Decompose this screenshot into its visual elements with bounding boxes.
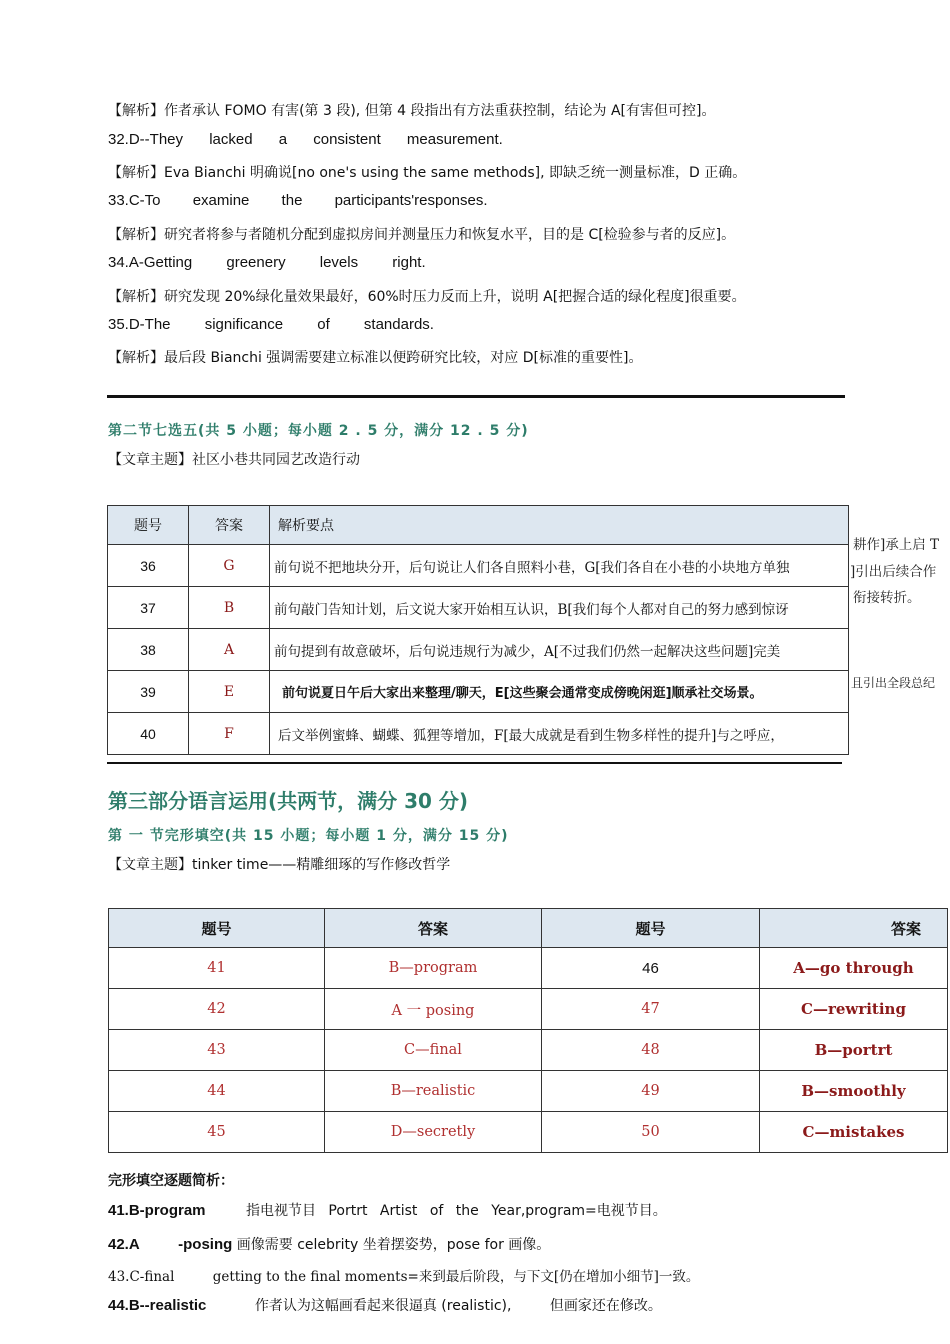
section2-heading: 第二节七选五(共 5 小题；每小题 2 . 5 分，满分 12 . 5 分): [108, 423, 529, 439]
cell-number: 49: [542, 1071, 760, 1112]
answer-table-section2: [107, 505, 849, 755]
row-answer: F: [189, 713, 270, 755]
analysis-35: 【解析】最后段 Bianchi 强调需要建立标准以便跨研究比较，对应 D[标准的重要性]。: [108, 350, 643, 366]
row-answer: A: [189, 629, 270, 671]
table-row: [109, 989, 948, 1030]
cell-number: 46: [542, 948, 760, 989]
cell-answer: D—secretly: [325, 1112, 542, 1153]
brief-41-label: 41.B-program: [108, 1202, 206, 1219]
row-answer: G: [189, 545, 270, 587]
row-number: 37: [108, 587, 189, 629]
col-header-answer: 答案: [189, 506, 270, 545]
section2-theme: 【文章主题】社区小巷共同园艺改造行动: [108, 452, 360, 468]
analysis-34: 【解析】研究发现 20%绿化量效果最好，60%时压力反而上升，说明 A[把握合适的绿化程度]很重要。: [108, 289, 746, 305]
row-answer: E: [189, 671, 270, 713]
row-explanation: 前句说不把地块分开，后句说让人们各自照料小巷，G[我们各自在小巷的小块地方单独: [270, 545, 849, 587]
table-row: [108, 713, 849, 755]
table-row: [109, 948, 948, 989]
brief-43-label: 43.C-final: [108, 1269, 175, 1285]
cell-number: 47: [542, 989, 760, 1030]
cell-answer: C—rewriting: [760, 989, 948, 1030]
part3-subheading: 第 一 节完形填空(共 15 小题；每小题 1 分，满分 15 分): [108, 828, 509, 844]
table-row: [108, 629, 849, 671]
brief-41: [108, 1200, 667, 1220]
col-header-answer: 答案: [325, 909, 542, 948]
cell-answer: B—realistic: [325, 1071, 542, 1112]
cell-answer: B—program: [325, 948, 542, 989]
brief-43-text: getting to the final moments=来到最后阶段，与下文[仍在增加小细节]一致。: [212, 1269, 700, 1285]
table-row: [109, 1112, 948, 1153]
part3-theme: 【文章主题】tinker time——精雕细琢的写作修改哲学: [108, 857, 451, 873]
cell-number: 48: [542, 1030, 760, 1071]
brief-42: [108, 1234, 550, 1254]
analysis-31: 【解析】作者承认 FOMO 有害(第 3 段), 但第 4 段指出有方法重获控制，结论为 A[有害但可控]。: [108, 103, 716, 119]
row-number: 40: [108, 713, 189, 755]
brief-44: [108, 1295, 662, 1315]
overflow-text-1: 耕作]承上启 T: [853, 537, 940, 553]
cell-answer: C—mistakes: [760, 1112, 948, 1153]
row-explanation: 前句敲门告知计划，后文说大家开始相互认识，B[我们每个人都对自己的努力感到惊讶: [270, 587, 849, 629]
question-34: 34.A-Getting greenery levels right.: [108, 254, 426, 271]
cell-number: 45: [109, 1112, 325, 1153]
table-row: [108, 545, 849, 587]
brief-43: [108, 1265, 699, 1285]
table-row: [109, 1071, 948, 1112]
answer-table-cloze: [108, 908, 948, 1153]
row-number: 38: [108, 629, 189, 671]
cell-number: 43: [109, 1030, 325, 1071]
row-explanation: 前句说夏日午后大家出来整理/聊天，E[这些聚会通常变成傍晚闲逛]顺承社交场景。: [270, 671, 849, 713]
cell-answer: A—go through: [760, 948, 948, 989]
divider-1: [107, 395, 845, 398]
cell-number: 44: [109, 1071, 325, 1112]
brief-44-text: 作者认为这幅画看起来很逼真 (realistic),: [254, 1298, 512, 1314]
question-35: 35.D-The significance of standards.: [108, 316, 434, 333]
analysis-33: 【解析】研究者将参与者随机分配到虚拟房间并测量压力和恢复水平，目的是 C[检验参与者的反应]。: [108, 227, 736, 243]
table-row: [109, 1030, 948, 1071]
col-header-number: 题号: [108, 506, 189, 545]
cell-answer: A 一 posing: [325, 989, 542, 1030]
cell-number: 41: [109, 948, 325, 989]
table-row: [108, 587, 849, 629]
cell-answer: B—portrt: [760, 1030, 948, 1071]
col-header-number: 题号: [109, 909, 325, 948]
row-explanation: 前句提到有故意破坏，后句说违规行为减少，A[不过我们仍然一起解决这些问题]完美: [270, 629, 849, 671]
overflow-text-2: ]引出后续合作: [850, 564, 937, 580]
brief-44-text-2: 但画家还在修改。: [549, 1298, 662, 1314]
question-32: 32.D--They lacked a consistent measurement.: [108, 131, 503, 148]
cell-number: 42: [109, 989, 325, 1030]
cell-answer: B—smoothly: [760, 1071, 948, 1112]
divider-2: [107, 762, 842, 764]
col-header-number: 题号: [542, 909, 760, 948]
row-explanation: 后文举例蜜蜂、蝴蝶、狐狸等增加，F[最大成就是看到生物多样性的提升]与之呼应，: [270, 713, 849, 755]
analysis-32: 【解析】Eva Bianchi 明确说[no one's using the same methods], 即缺乏统一测量标准，D 正确。: [108, 165, 747, 181]
row-number: 36: [108, 545, 189, 587]
cell-number: 50: [542, 1112, 760, 1153]
overflow-text-3: 衔接转折。: [853, 590, 921, 606]
col-header-explanation: 解析要点: [270, 506, 849, 545]
brief-44-label: 44.B--realistic: [108, 1297, 207, 1314]
brief-42-label: 42.A: [108, 1236, 140, 1253]
row-number: 39: [108, 671, 189, 713]
brief-title: 完形填空逐题简析：: [108, 1173, 234, 1189]
brief-42-text: 画像需要 celebrity 坐着摆姿势，pose for 画像。: [236, 1237, 551, 1253]
overflow-text-4: 且引出全段总纪: [851, 676, 936, 690]
col-header-answer: 答案: [760, 909, 948, 948]
cell-answer: C—final: [325, 1030, 542, 1071]
part3-heading: 第三部分语言运用(共两节，满分 30 分): [108, 789, 469, 813]
brief-42-answer: -posing: [178, 1236, 233, 1253]
row-answer: B: [189, 587, 270, 629]
brief-41-text: 指电视节目 Portrt Artist of the Year,program=电视节目。: [245, 1203, 667, 1219]
table-row: [108, 671, 849, 713]
question-33: 33.C-To examine the participants'responses.: [108, 192, 488, 209]
